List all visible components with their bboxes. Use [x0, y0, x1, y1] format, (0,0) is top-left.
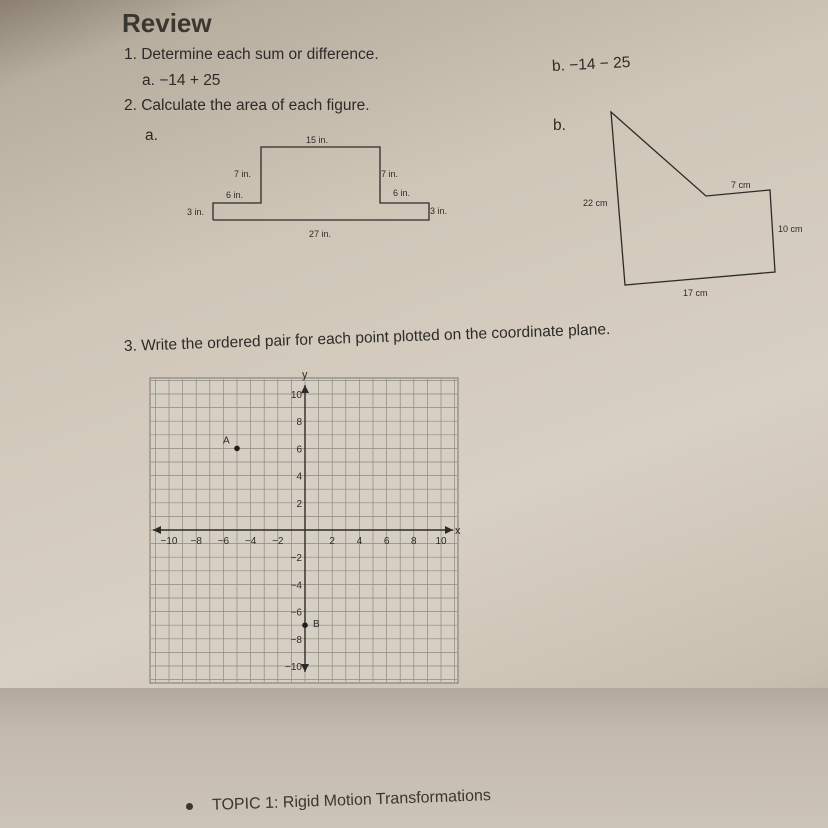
y-tick-label: −8	[290, 634, 302, 646]
x-tick-label: −8	[190, 536, 202, 547]
fig-a-right-step-width: 6 in.	[393, 188, 411, 198]
y-tick-label: 4	[296, 471, 302, 483]
question-2a-label: a.	[145, 127, 158, 144]
fig-a-left-step-width: 6 in.	[226, 190, 244, 200]
footer-topic: TOPIC 1: Rigid Motion Transformations	[211, 787, 492, 814]
x-tick-label: −10	[160, 536, 178, 547]
x-tick-label: −2	[272, 536, 284, 547]
fig-b-bottom: 17 cm	[683, 288, 708, 298]
question-1-prompt: 1. Determine each sum or difference.	[124, 46, 379, 63]
bullet-icon	[186, 803, 193, 810]
y-tick-label: −6	[290, 607, 302, 619]
y-tick-label: 10	[290, 390, 302, 401]
question-3-prompt: 3. Write the ordered pair for each point plotted on the coordinate plane.	[123, 321, 611, 355]
y-tick-label: −2	[290, 553, 302, 565]
point-b	[302, 622, 308, 628]
y-tick-label: −10	[285, 662, 302, 673]
y-tick-label: −4	[290, 580, 302, 592]
x-tick-label: 8	[411, 536, 417, 547]
y-axis-label: y	[302, 370, 308, 381]
x-tick-label: −6	[217, 536, 230, 547]
point-label-a: A	[223, 435, 230, 447]
x-axis-label: x	[455, 525, 461, 537]
fig-a-right-base-height: 3 in.	[430, 206, 448, 216]
x-tick-label: 6	[383, 536, 390, 547]
x-tick-label: 10	[435, 536, 447, 547]
fig-b-right-side: 10 cm	[778, 224, 803, 234]
y-tick-label: 6	[296, 444, 302, 456]
figure-a-outline	[213, 147, 429, 220]
fig-a-left-base-height: 3 in.	[187, 207, 205, 217]
page-title: Review	[122, 8, 212, 38]
fig-a-left-step-height: 7 in.	[234, 169, 252, 179]
x-tick-label: 2	[329, 536, 335, 547]
figure-b-outline	[611, 112, 775, 285]
fig-a-right-step-height: 7 in.	[381, 169, 399, 179]
x-tick-label: 4	[356, 536, 363, 547]
y-tick-label: 2	[296, 498, 302, 510]
fig-a-top-label: 15 in.	[306, 135, 329, 145]
fig-b-top-step: 7 cm	[731, 180, 751, 190]
fig-b-left-side: 22 cm	[583, 198, 608, 208]
fig-a-bottom-label: 27 in.	[309, 229, 332, 239]
point-a	[234, 446, 240, 452]
question-2b-label: b.	[553, 117, 566, 134]
y-tick-label: 8	[296, 417, 302, 429]
x-tick-label: −4	[244, 536, 257, 547]
point-label-b: B	[313, 619, 320, 631]
figure-a	[175, 130, 465, 245]
question-1a: a. −14 + 25	[142, 72, 221, 89]
question-1b: b. −14 − 25	[551, 53, 631, 76]
question-2-prompt: 2. Calculate the area of each figure.	[124, 97, 370, 114]
figure-b	[600, 100, 800, 300]
coordinate-plane	[145, 370, 465, 690]
